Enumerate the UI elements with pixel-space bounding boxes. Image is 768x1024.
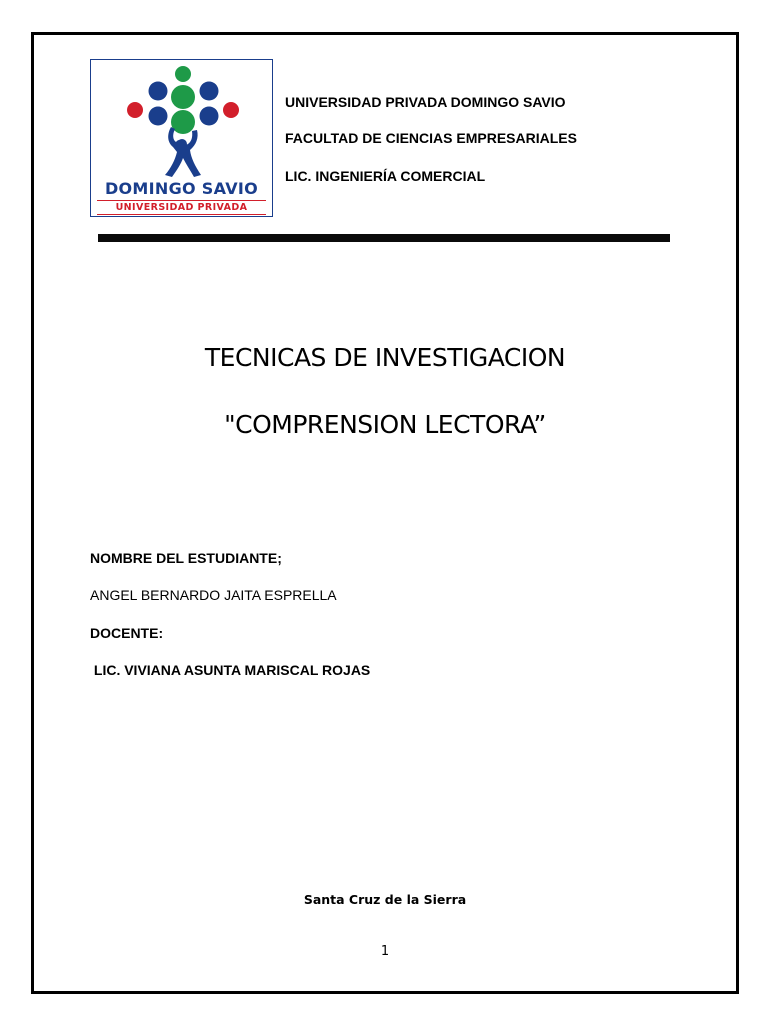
header-divider: [98, 234, 670, 242]
logo-name: DOMINGO SAVIO: [104, 179, 259, 198]
university-name: UNIVERSIDAD PRIVADA DOMINGO SAVIO: [285, 94, 566, 110]
teacher-label: DOCENTE:: [90, 625, 164, 641]
student-label: NOMBRE DEL ESTUDIANTE;: [90, 550, 282, 566]
logo-emblem-icon: [91, 60, 272, 180]
teacher-name: LIC. VIVIANA ASUNTA MARISCAL ROJAS: [90, 662, 371, 678]
logo-subtitle: UNIVERSIDAD PRIVADA: [97, 200, 266, 215]
university-logo: [90, 59, 273, 217]
page-number: 1: [380, 944, 390, 959]
faculty-name: FACULTAD DE CIENCIAS EMPRESARIALES: [285, 130, 577, 146]
course-title: TECNICAS DE INVESTIGACION: [204, 343, 566, 372]
city: Santa Cruz de la Sierra: [303, 892, 467, 907]
student-name: ANGEL BERNARDO JAITA ESPRELLA: [90, 587, 337, 603]
topic-title: "COMPRENSION LECTORA”: [224, 410, 546, 439]
career-name: LIC. INGENIERÍA COMERCIAL: [285, 168, 486, 184]
